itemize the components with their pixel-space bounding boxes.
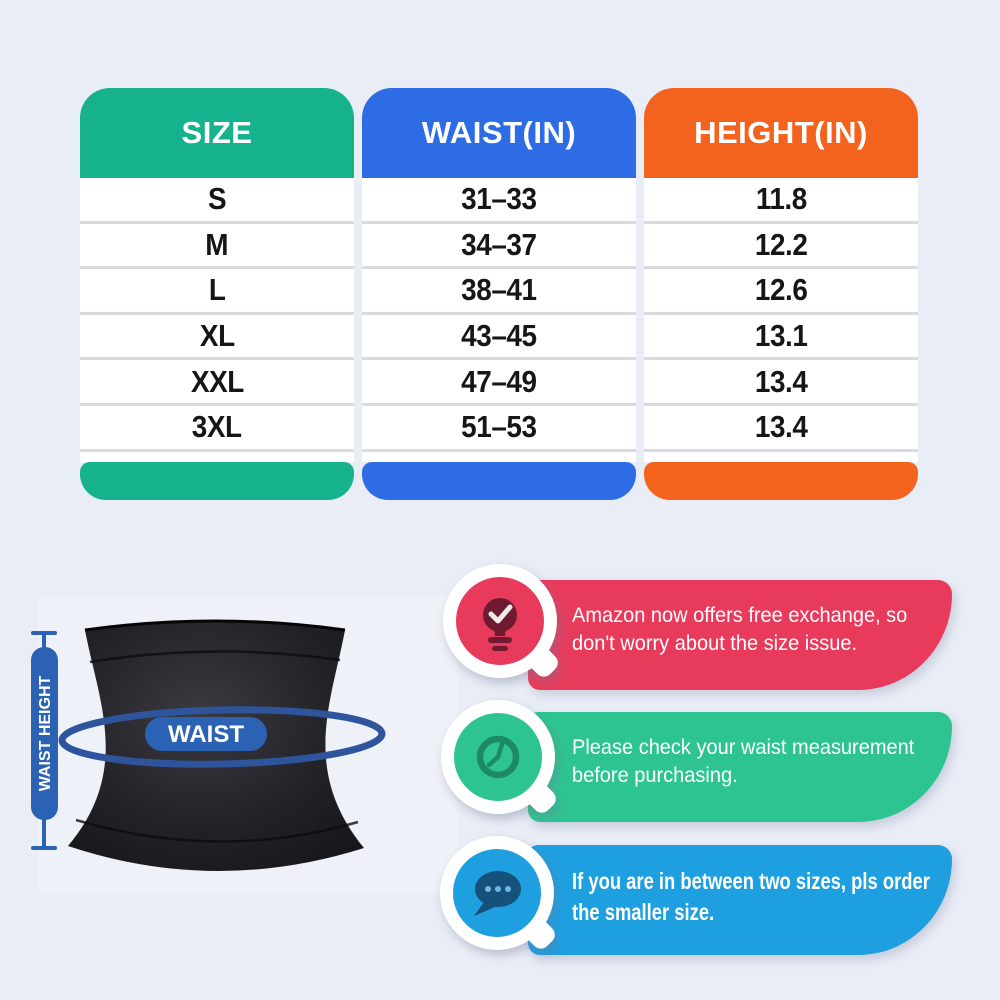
size-column [80,88,354,500]
cell-text: 13.1 [754,318,808,354]
cell-text: 12.6 [754,272,808,308]
clock-icon [423,682,573,832]
callout-text-line: Please check your waist measurement [572,735,915,759]
cell-text: 38–41 [461,272,537,308]
table-cell [644,360,918,406]
callout-text-line: the smaller size. [572,899,715,925]
waist-label: WAIST [168,721,244,748]
column-footer-height [644,462,918,500]
table-cell [362,178,636,224]
table-cell [80,178,354,224]
callout-text-line: before purchasing. [572,763,738,787]
cell-text: 11.8 [755,181,807,217]
table-cell [362,269,636,315]
table-cell [362,406,636,452]
table-cell [644,406,918,452]
cell-text: 47–49 [461,363,537,399]
column-footer-waist [362,462,636,500]
column-header-height: HEIGHT(IN) [644,88,918,178]
cell-text: 51–53 [461,409,537,445]
table-cell [80,315,354,361]
cell-text: 34–37 [461,226,537,262]
table-cell [362,224,636,270]
table-cell [80,360,354,406]
table-cell [362,315,636,361]
cell-text: 43–45 [461,318,537,354]
cell-text: 12.2 [754,226,808,262]
callout-text-line: If you are in between two sizes, pls order [572,868,930,894]
cell-text: 31–33 [461,181,537,217]
height-column [644,88,918,500]
lightbulb-check-icon [425,546,575,696]
cell-text: XL [199,318,235,354]
table-cell [644,178,918,224]
callout-banner-between-sizes [528,845,952,955]
column-header-size: SIZE [80,88,354,178]
cell-text: XXL [190,363,244,399]
waist-column [362,88,636,500]
table-cell [362,360,636,406]
cell-text: 13.4 [754,363,808,399]
table-cell [644,224,918,270]
cell-text: S [207,181,227,217]
table-cell [644,269,918,315]
cell-text: 3XL [192,409,242,445]
cell-text: M [205,226,229,262]
cell-text: 13.4 [754,409,808,445]
callout-text-line: Amazon now offers free exchange, so [572,603,908,627]
cell-text: L [208,272,226,308]
table-cell [80,269,354,315]
callout-banner-check-measurement [528,712,952,822]
table-cell [80,224,354,270]
waist-trainer-diagram [20,580,480,910]
column-header-waist: WAIST(IN) [362,88,636,178]
waist-height-label: WAIST HEIGHT [37,675,54,792]
size-table [80,88,918,500]
callout-banner-free-exchange [528,580,952,690]
table-cell [80,406,354,452]
column-spacer [80,452,354,462]
chat-dots-icon [422,818,572,968]
table-cell [644,315,918,361]
column-spacer [644,452,918,462]
column-spacer [362,452,636,462]
column-footer-size [80,462,354,500]
callout-text-line: don't worry about the size issue. [572,631,858,655]
